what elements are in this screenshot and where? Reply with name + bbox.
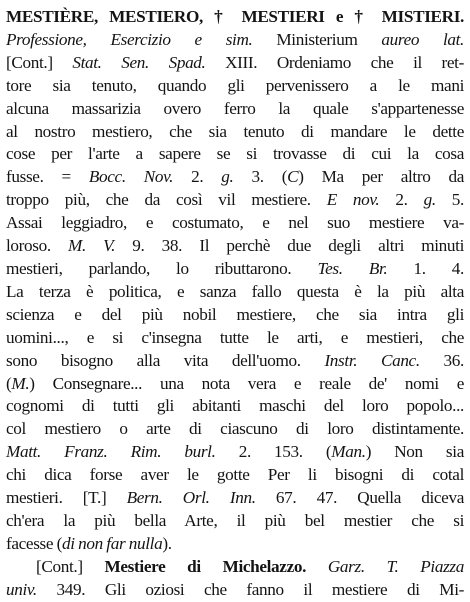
text-line (6, 258, 464, 281)
text-segment: 67. 47. Quella diceva (255, 488, 464, 508)
dictionary-entry (6, 6, 464, 602)
text-line (6, 350, 464, 373)
italic-text: Bocc. Nov. (88, 167, 174, 187)
text-line (6, 327, 464, 350)
text-line (6, 166, 464, 189)
text-line (6, 281, 464, 304)
italic-text: g. (221, 167, 234, 187)
text-segment: uomini..., e si c'insegna tutte le arti, e mestieri, che (6, 327, 464, 347)
italic-text: Instr. Canc. (324, 350, 420, 370)
italic-text: Matt. Franz. Rim. burl. (6, 442, 216, 462)
text-line (6, 304, 464, 327)
italic-text: Bern. Orl. Inn. (126, 488, 256, 508)
text-segment: chi dica forse aver le gotte Per li bisogni di cotal (6, 465, 464, 485)
text-line (6, 579, 464, 602)
text-line (6, 98, 464, 121)
text-segment: mestieri, parlando, lo ributtarono. (6, 258, 318, 278)
italic-text: Professione, Esercizio e sim. (6, 29, 253, 49)
text-segment: 5. (435, 190, 464, 210)
text-line (6, 75, 464, 98)
text-segment: 349. Gli oziosi che fanno il mestiere di Mi- (36, 579, 464, 599)
text-segment: 36. (419, 350, 464, 370)
italic-text: E nov. (326, 190, 380, 210)
text-line (6, 533, 464, 556)
text-line (6, 441, 464, 464)
text-segment (306, 557, 328, 576)
text-segment: 1. 4. (387, 258, 464, 278)
text-line (6, 6, 464, 29)
text-segment: mestieri. [T.] (6, 488, 127, 508)
text-segment: 9. 38. Il perchè due degli altri minuti (115, 236, 465, 256)
italic-text: univ. (6, 579, 37, 599)
text-line (6, 143, 464, 166)
italic-text: Man. (331, 442, 366, 462)
bold-text: Mestiere di Michelazzo. (104, 556, 307, 576)
text-segment: sono bisogno alla vita dell'uomo. (6, 350, 325, 370)
text-line (6, 373, 464, 396)
text-segment: Assai leggiadro, e costumato, e nel suo mestiere va- (6, 213, 464, 233)
text-segment: Ministerium (252, 29, 382, 49)
italic-text: M. V. (68, 236, 116, 256)
text-segment: troppo più, che da così vil mestiere. (6, 190, 327, 210)
italic-text: Tes. Br. (317, 258, 388, 278)
text-line (6, 487, 464, 510)
text-segment: cose per l'arte a sapere se si trovasse di cui la cosa (6, 144, 464, 164)
text-line (6, 556, 464, 579)
text-segment: loroso. (6, 236, 69, 256)
text-line (6, 29, 464, 52)
text-segment: ) Consegnare... una nota vera e reale de' nomi e (29, 373, 464, 393)
text-segment: ch'era la più bella Arte, il più bel mestier che si (6, 510, 464, 530)
italic-text: Garz. T. Piazza (327, 556, 464, 576)
text-line (6, 212, 464, 235)
text-segment: alcuna massarizia overo ferro la quale s'appartenesse (6, 98, 464, 118)
italic-text: C (287, 167, 299, 187)
text-segment: La terza è politica, e sanza fallo questa è la più alta (6, 281, 464, 301)
italic-text: di non far nulla (62, 533, 163, 553)
text-segment: al nostro mestiero, che sia tenuto di mandare le dette (6, 121, 464, 141)
text-segment: ) Non sia (365, 442, 464, 462)
text-line (6, 395, 464, 418)
text-segment: cognomi di tutti gli abitanti maschi del loro popolo... (6, 396, 464, 416)
text-segment: ( (6, 373, 12, 393)
text-segment: scienza e del più nobil mestiere, che sia intra gli (6, 304, 464, 324)
text-segment: ) Ma per altro da (298, 167, 464, 187)
text-line (6, 510, 464, 533)
italic-text: aureo lat. (381, 29, 465, 49)
text-line (6, 121, 464, 144)
bold-text: MESTIÈRE, MESTIERO, † MESTIERI e † MISTIERI. (6, 7, 464, 26)
text-segment: tore sia tenuto, quando gli pervenissero a le mani (6, 75, 464, 95)
text-line (6, 189, 464, 212)
text-segment: 3. ( (233, 167, 288, 187)
text-segment: 2. (379, 190, 424, 210)
text-segment: col mestiero o arte di ciascuno di loro distintamente. (6, 419, 464, 439)
italic-text: Stat. Sen. Spad. (72, 52, 206, 72)
italic-text: M. (11, 373, 30, 393)
text-segment: 2. (173, 167, 222, 187)
text-segment: [Cont.] (6, 52, 73, 72)
text-segment: [Cont.] (36, 556, 105, 576)
text-segment: 2. 153. ( (215, 442, 332, 462)
text-line (6, 52, 464, 75)
text-segment: facesse ( (6, 533, 62, 553)
text-segment: ). (162, 533, 172, 553)
text-line (6, 418, 464, 441)
text-line (6, 464, 464, 487)
italic-text: g. (423, 190, 436, 210)
text-segment: XIII. Ordeniamo che il ret- (205, 52, 464, 72)
text-segment: fusse. = (6, 167, 89, 187)
text-line (6, 235, 464, 258)
